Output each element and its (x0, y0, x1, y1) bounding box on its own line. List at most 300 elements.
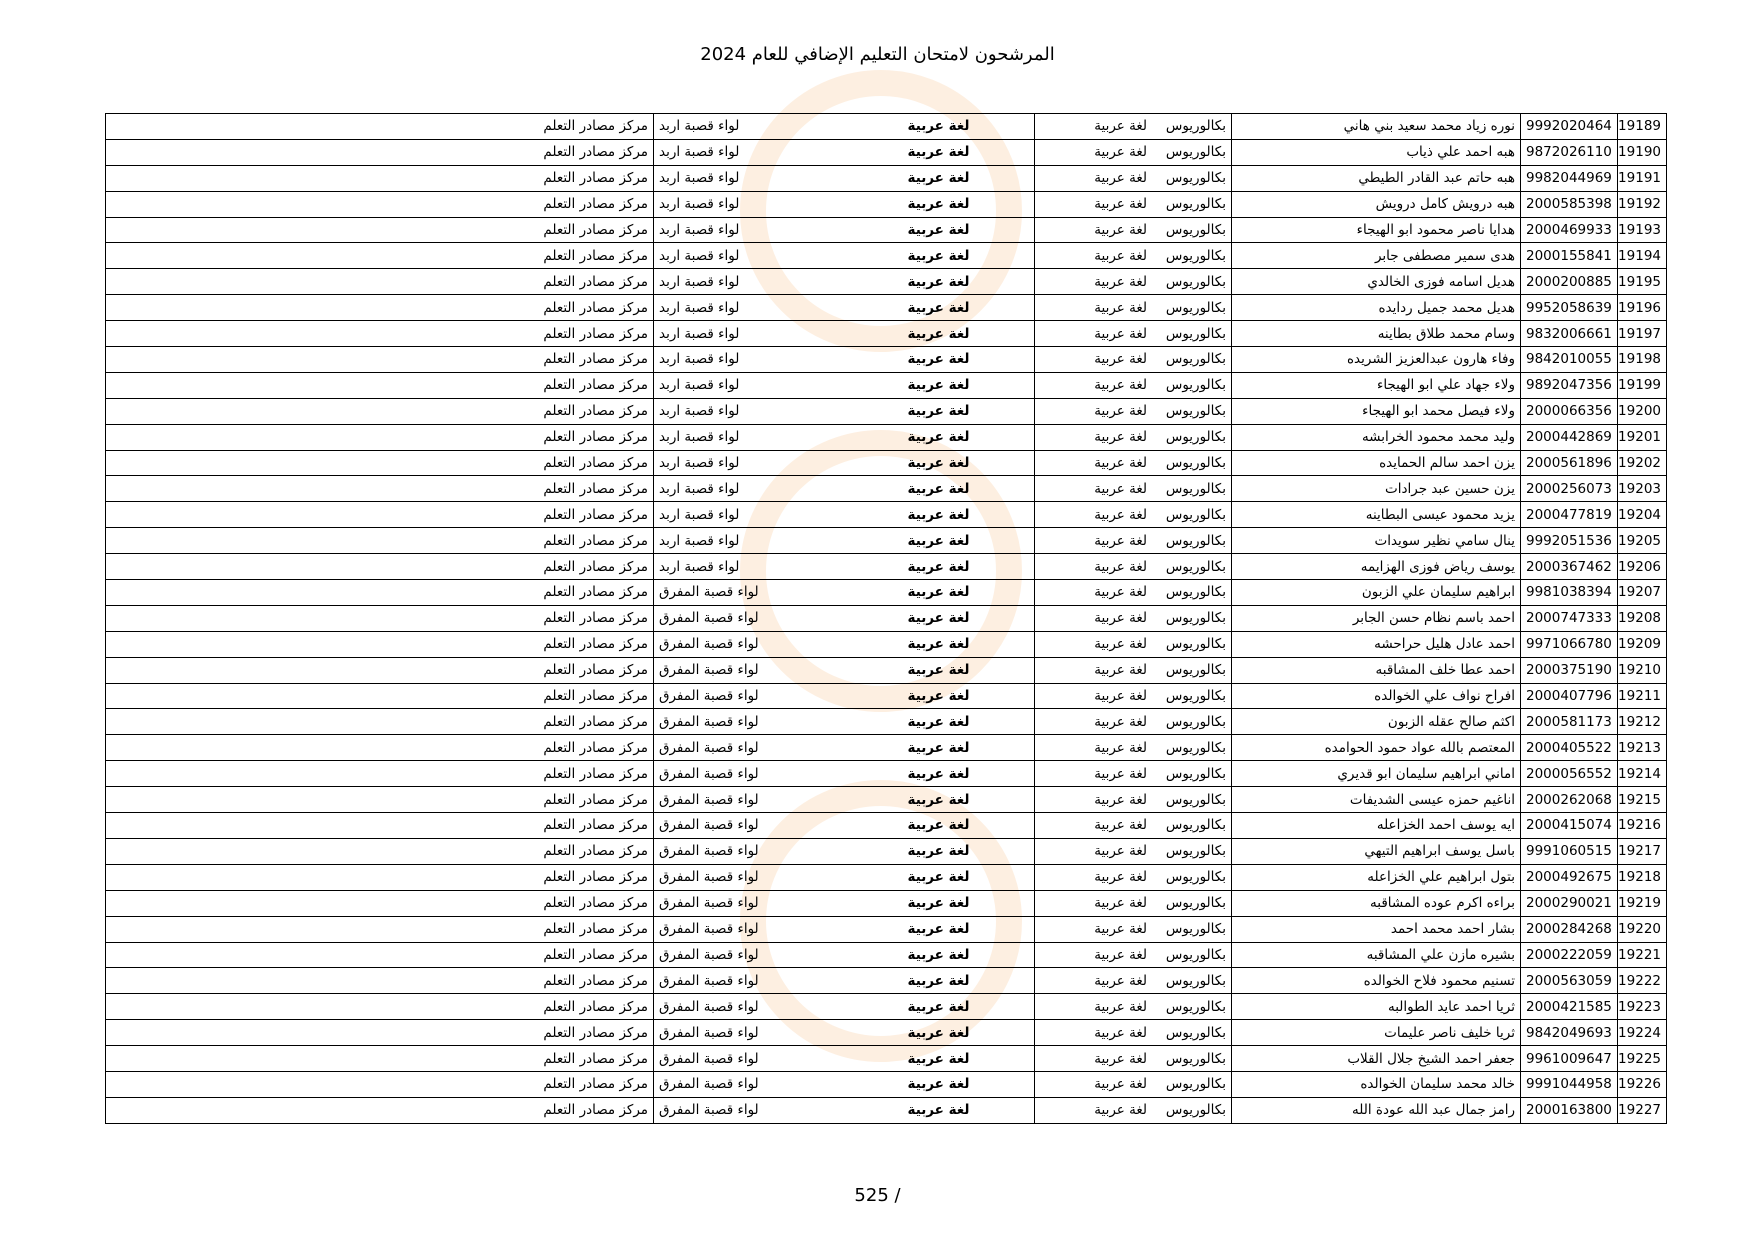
specialization-cell: لغة عربية (843, 657, 1035, 683)
specialization-cell: لغة عربية (843, 916, 1035, 942)
district-cell: لواء قصبة اربد (654, 502, 844, 528)
candidate-name-cell: باسل يوسف ابراهيم التيهي (1232, 838, 1521, 864)
specialization-cell: لغة عربية (843, 890, 1035, 916)
seat-number-cell: 19198 (1618, 347, 1667, 373)
candidate-name-cell: وفاء هارون عبدالعزيز الشريده (1232, 347, 1521, 373)
exam-center-cell: مركز مصادر التعلم (106, 761, 654, 787)
seat-number-cell: 19195 (1618, 269, 1667, 295)
seat-number-cell: 19220 (1618, 916, 1667, 942)
table-row (106, 502, 1667, 528)
district-cell: لواء قصبة اربد (654, 114, 844, 140)
district-cell: لواء قصبة المفرق (654, 916, 844, 942)
certificate-cell: بكالوريوس (1152, 994, 1232, 1020)
certificate-cell: بكالوريوس (1152, 605, 1232, 631)
table-row (106, 269, 1667, 295)
national-id-cell: 9991060515 (1521, 838, 1618, 864)
exam-center-cell: مركز مصادر التعلم (106, 502, 654, 528)
specialization-cell: لغة عربية (843, 735, 1035, 761)
certificate-cell: بكالوريوس (1152, 968, 1232, 994)
candidate-name-cell: ولاء جهاد علي ابو الهيجاء (1232, 372, 1521, 398)
table-row (106, 942, 1667, 968)
candidate-name-cell: ايه يوسف احمد الخزاعله (1232, 813, 1521, 839)
table-row (106, 295, 1667, 321)
district-cell: لواء قصبة المفرق (654, 709, 844, 735)
district-cell: لواء قصبة اربد (654, 321, 844, 347)
table-row (106, 916, 1667, 942)
exam-center-cell: مركز مصادر التعلم (106, 191, 654, 217)
specialization-cell: لغة عربية (843, 528, 1035, 554)
national-id-cell: 9842049693 (1521, 1020, 1618, 1046)
seat-number-cell: 19224 (1618, 1020, 1667, 1046)
candidate-name-cell: احمد باسم نظام حسن الجابر (1232, 605, 1521, 631)
exam-center-cell: مركز مصادر التعلم (106, 217, 654, 243)
table-row (106, 1020, 1667, 1046)
national-id-cell: 2000200885 (1521, 269, 1618, 295)
table-row (106, 114, 1667, 140)
branch-cell: لغة عربية (1035, 1046, 1153, 1072)
branch-cell: لغة عربية (1035, 942, 1153, 968)
branch-cell: لغة عربية (1035, 139, 1153, 165)
seat-number-cell: 19204 (1618, 502, 1667, 528)
national-id-cell: 2000407796 (1521, 683, 1618, 709)
seat-number-cell: 19205 (1618, 528, 1667, 554)
exam-center-cell: مركز مصادر التعلم (106, 114, 654, 140)
branch-cell: لغة عربية (1035, 683, 1153, 709)
certificate-cell: بكالوريوس (1152, 1046, 1232, 1072)
national-id-cell: 9992020464 (1521, 114, 1618, 140)
certificate-cell: بكالوريوس (1152, 191, 1232, 217)
candidate-name-cell: ابراهيم سليمان علي الزبون (1232, 580, 1521, 606)
seat-number-cell: 19196 (1618, 295, 1667, 321)
certificate-cell: بكالوريوس (1152, 450, 1232, 476)
seat-number-cell: 19209 (1618, 631, 1667, 657)
district-cell: لواء قصبة المفرق (654, 838, 844, 864)
exam-center-cell: مركز مصادر التعلم (106, 890, 654, 916)
district-cell: لواء قصبة المفرق (654, 1020, 844, 1046)
exam-center-cell: مركز مصادر التعلم (106, 528, 654, 554)
branch-cell: لغة عربية (1035, 631, 1153, 657)
candidate-name-cell: خالد محمد سليمان الخوالده (1232, 1071, 1521, 1097)
district-cell: لواء قصبة المفرق (654, 580, 844, 606)
national-id-cell: 2000405522 (1521, 735, 1618, 761)
seat-number-cell: 19223 (1618, 994, 1667, 1020)
district-cell: لواء قصبة المفرق (654, 968, 844, 994)
seat-number-cell: 19197 (1618, 321, 1667, 347)
certificate-cell: بكالوريوس (1152, 321, 1232, 347)
exam-center-cell: مركز مصادر التعلم (106, 139, 654, 165)
branch-cell: لغة عربية (1035, 838, 1153, 864)
specialization-cell: لغة عربية (843, 347, 1035, 373)
candidate-name-cell: جعفر احمد الشيخ جلال القلاب (1232, 1046, 1521, 1072)
branch-cell: لغة عربية (1035, 502, 1153, 528)
branch-cell: لغة عربية (1035, 657, 1153, 683)
district-cell: لواء قصبة المفرق (654, 1097, 844, 1123)
certificate-cell: بكالوريوس (1152, 139, 1232, 165)
certificate-cell: بكالوريوس (1152, 761, 1232, 787)
exam-center-cell: مركز مصادر التعلم (106, 554, 654, 580)
candidate-name-cell: بشار احمد محمد احمد (1232, 916, 1521, 942)
certificate-cell: بكالوريوس (1152, 424, 1232, 450)
certificate-cell: بكالوريوس (1152, 580, 1232, 606)
national-id-cell: 2000442869 (1521, 424, 1618, 450)
table-row (106, 554, 1667, 580)
seat-number-cell: 19192 (1618, 191, 1667, 217)
seat-number-cell: 19193 (1618, 217, 1667, 243)
exam-center-cell: مركز مصادر التعلم (106, 424, 654, 450)
seat-number-cell: 19201 (1618, 424, 1667, 450)
national-id-cell: 2000066356 (1521, 398, 1618, 424)
national-id-cell: 2000262068 (1521, 787, 1618, 813)
exam-center-cell: مركز مصادر التعلم (106, 787, 654, 813)
specialization-cell: لغة عربية (843, 813, 1035, 839)
branch-cell: لغة عربية (1035, 605, 1153, 631)
certificate-cell: بكالوريوس (1152, 813, 1232, 839)
district-cell: لواء قصبة اربد (654, 476, 844, 502)
district-cell: لواء قصبة اربد (654, 554, 844, 580)
national-id-cell: 2000477819 (1521, 502, 1618, 528)
certificate-cell: بكالوريوس (1152, 165, 1232, 191)
table-row (106, 321, 1667, 347)
national-id-cell: 9991044958 (1521, 1071, 1618, 1097)
exam-center-cell: مركز مصادر التعلم (106, 580, 654, 606)
national-id-cell: 2000585398 (1521, 191, 1618, 217)
certificate-cell: بكالوريوس (1152, 709, 1232, 735)
table-row (106, 139, 1667, 165)
national-id-cell: 9892047356 (1521, 372, 1618, 398)
candidate-name-cell: تسنيم محمود فلاح الخوالده (1232, 968, 1521, 994)
certificate-cell: بكالوريوس (1152, 657, 1232, 683)
national-id-cell: 2000563059 (1521, 968, 1618, 994)
table-row (106, 864, 1667, 890)
district-cell: لواء قصبة المفرق (654, 890, 844, 916)
national-id-cell: 2000367462 (1521, 554, 1618, 580)
certificate-cell: بكالوريوس (1152, 1071, 1232, 1097)
district-cell: لواء قصبة اربد (654, 398, 844, 424)
district-cell: لواء قصبة اربد (654, 191, 844, 217)
certificate-cell: بكالوريوس (1152, 295, 1232, 321)
national-id-cell: 9981038394 (1521, 580, 1618, 606)
table-row (106, 424, 1667, 450)
specialization-cell: لغة عربية (843, 761, 1035, 787)
candidate-name-cell: هدى سمير مصطفى جابر (1232, 243, 1521, 269)
district-cell: لواء قصبة اربد (654, 243, 844, 269)
seat-number-cell: 19199 (1618, 372, 1667, 398)
seat-number-cell: 19207 (1618, 580, 1667, 606)
district-cell: لواء قصبة المفرق (654, 735, 844, 761)
table-row (106, 709, 1667, 735)
district-cell: لواء قصبة المفرق (654, 1046, 844, 1072)
specialization-cell: لغة عربية (843, 191, 1035, 217)
seat-number-cell: 19203 (1618, 476, 1667, 502)
district-cell: لواء قصبة اربد (654, 217, 844, 243)
district-cell: لواء قصبة اربد (654, 269, 844, 295)
branch-cell: لغة عربية (1035, 321, 1153, 347)
candidate-name-cell: ولاء فيصل محمد ابو الهيجاء (1232, 398, 1521, 424)
exam-center-cell: مركز مصادر التعلم (106, 631, 654, 657)
national-id-cell: 2000421585 (1521, 994, 1618, 1020)
certificate-cell: بكالوريوس (1152, 372, 1232, 398)
table-row (106, 217, 1667, 243)
branch-cell: لغة عربية (1035, 191, 1153, 217)
specialization-cell: لغة عربية (843, 450, 1035, 476)
specialization-cell: لغة عربية (843, 321, 1035, 347)
district-cell: لواء قصبة المفرق (654, 683, 844, 709)
certificate-cell: بكالوريوس (1152, 476, 1232, 502)
candidate-name-cell: اناغيم حمزه عيسى الشديفات (1232, 787, 1521, 813)
branch-cell: لغة عربية (1035, 347, 1153, 373)
branch-cell: لغة عربية (1035, 761, 1153, 787)
exam-center-cell: مركز مصادر التعلم (106, 942, 654, 968)
table-row (106, 968, 1667, 994)
branch-cell: لغة عربية (1035, 994, 1153, 1020)
specialization-cell: لغة عربية (843, 942, 1035, 968)
certificate-cell: بكالوريوس (1152, 838, 1232, 864)
seat-number-cell: 19210 (1618, 657, 1667, 683)
candidate-name-cell: هبه حاتم عبد القادر الطيطي (1232, 165, 1521, 191)
certificate-cell: بكالوريوس (1152, 787, 1232, 813)
branch-cell: لغة عربية (1035, 269, 1153, 295)
table-row (106, 657, 1667, 683)
seat-number-cell: 19216 (1618, 813, 1667, 839)
table-row (106, 398, 1667, 424)
specialization-cell: لغة عربية (843, 424, 1035, 450)
national-id-cell: 2000492675 (1521, 864, 1618, 890)
branch-cell: لغة عربية (1035, 114, 1153, 140)
table-row (106, 450, 1667, 476)
exam-center-cell: مركز مصادر التعلم (106, 683, 654, 709)
candidate-name-cell: ينال سامي نظير سويدات (1232, 528, 1521, 554)
table-row (106, 994, 1667, 1020)
branch-cell: لغة عربية (1035, 450, 1153, 476)
candidate-name-cell: اماني ابراهيم سليمان ابو قديري (1232, 761, 1521, 787)
candidate-name-cell: رامز جمال عبد الله عودة الله (1232, 1097, 1521, 1123)
table-row (106, 1097, 1667, 1123)
table-row (106, 1071, 1667, 1097)
district-cell: لواء قصبة المفرق (654, 631, 844, 657)
exam-center-cell: مركز مصادر التعلم (106, 398, 654, 424)
exam-center-cell: مركز مصادر التعلم (106, 968, 654, 994)
candidate-name-cell: افراح نواف علي الخوالده (1232, 683, 1521, 709)
certificate-cell: بكالوريوس (1152, 942, 1232, 968)
district-cell: لواء قصبة اربد (654, 165, 844, 191)
certificate-cell: بكالوريوس (1152, 347, 1232, 373)
candidate-name-cell: وسام محمد طلاق بطاينه (1232, 321, 1521, 347)
certificate-cell: بكالوريوس (1152, 735, 1232, 761)
certificate-cell: بكالوريوس (1152, 114, 1232, 140)
candidates-table (105, 113, 1667, 1124)
national-id-cell: 2000290021 (1521, 890, 1618, 916)
table-row (106, 787, 1667, 813)
exam-center-cell: مركز مصادر التعلم (106, 657, 654, 683)
table-row (106, 1046, 1667, 1072)
specialization-cell: لغة عربية (843, 476, 1035, 502)
exam-center-cell: مركز مصادر التعلم (106, 864, 654, 890)
branch-cell: لغة عربية (1035, 813, 1153, 839)
seat-number-cell: 19212 (1618, 709, 1667, 735)
national-id-cell: 2000056552 (1521, 761, 1618, 787)
certificate-cell: بكالوريوس (1152, 398, 1232, 424)
table-row (106, 347, 1667, 373)
exam-center-cell: مركز مصادر التعلم (106, 347, 654, 373)
national-id-cell: 9872026110 (1521, 139, 1618, 165)
candidate-name-cell: يزن حسين عبد جرادات (1232, 476, 1521, 502)
certificate-cell: بكالوريوس (1152, 217, 1232, 243)
district-cell: لواء قصبة المفرق (654, 813, 844, 839)
district-cell: لواء قصبة اربد (654, 372, 844, 398)
seat-number-cell: 19214 (1618, 761, 1667, 787)
specialization-cell: لغة عربية (843, 554, 1035, 580)
table-row (106, 838, 1667, 864)
candidate-name-cell: هبه درويش كامل درويش (1232, 191, 1521, 217)
branch-cell: لغة عربية (1035, 398, 1153, 424)
exam-center-cell: مركز مصادر التعلم (106, 709, 654, 735)
candidate-name-cell: يزن احمد سالم الحمايده (1232, 450, 1521, 476)
seat-number-cell: 19219 (1618, 890, 1667, 916)
exam-center-cell: مركز مصادر التعلم (106, 165, 654, 191)
exam-center-cell: مركز مصادر التعلم (106, 269, 654, 295)
table-row (106, 165, 1667, 191)
certificate-cell: بكالوريوس (1152, 528, 1232, 554)
branch-cell: لغة عربية (1035, 554, 1153, 580)
branch-cell: لغة عربية (1035, 217, 1153, 243)
certificate-cell: بكالوريوس (1152, 631, 1232, 657)
candidate-name-cell: هدايا ناصر محمود ابو الهيجاء (1232, 217, 1521, 243)
national-id-cell: 2000163800 (1521, 1097, 1618, 1123)
table-row (106, 580, 1667, 606)
branch-cell: لغة عربية (1035, 709, 1153, 735)
certificate-cell: بكالوريوس (1152, 890, 1232, 916)
certificate-cell: بكالوريوس (1152, 269, 1232, 295)
exam-center-cell: مركز مصادر التعلم (106, 450, 654, 476)
exam-center-cell: مركز مصادر التعلم (106, 1071, 654, 1097)
seat-number-cell: 19217 (1618, 838, 1667, 864)
certificate-cell: بكالوريوس (1152, 683, 1232, 709)
exam-center-cell: مركز مصادر التعلم (106, 916, 654, 942)
seat-number-cell: 19189 (1618, 114, 1667, 140)
exam-center-cell: مركز مصادر التعلم (106, 605, 654, 631)
exam-center-cell: مركز مصادر التعلم (106, 321, 654, 347)
specialization-cell: لغة عربية (843, 269, 1035, 295)
seat-number-cell: 19225 (1618, 1046, 1667, 1072)
exam-center-cell: مركز مصادر التعلم (106, 735, 654, 761)
candidate-name-cell: احمد عطا خلف المشاقبه (1232, 657, 1521, 683)
certificate-cell: بكالوريوس (1152, 243, 1232, 269)
exam-center-cell: مركز مصادر التعلم (106, 372, 654, 398)
exam-center-cell: مركز مصادر التعلم (106, 1020, 654, 1046)
table-row (106, 890, 1667, 916)
national-id-cell: 2000284268 (1521, 916, 1618, 942)
seat-number-cell: 19213 (1618, 735, 1667, 761)
table-row (106, 631, 1667, 657)
district-cell: لواء قصبة المفرق (654, 942, 844, 968)
branch-cell: لغة عربية (1035, 580, 1153, 606)
candidate-name-cell: نوره زياد محمد سعيد بني هاني (1232, 114, 1521, 140)
exam-center-cell: مركز مصادر التعلم (106, 994, 654, 1020)
specialization-cell: لغة عربية (843, 787, 1035, 813)
specialization-cell: لغة عربية (843, 864, 1035, 890)
specialization-cell: لغة عربية (843, 631, 1035, 657)
table-row (106, 813, 1667, 839)
seat-number-cell: 19208 (1618, 605, 1667, 631)
district-cell: لواء قصبة المفرق (654, 994, 844, 1020)
certificate-cell: بكالوريوس (1152, 864, 1232, 890)
seat-number-cell: 19222 (1618, 968, 1667, 994)
seat-number-cell: 19206 (1618, 554, 1667, 580)
national-id-cell: 2000561896 (1521, 450, 1618, 476)
candidate-name-cell: براءه اكرم عوده المشاقبه (1232, 890, 1521, 916)
seat-number-cell: 19190 (1618, 139, 1667, 165)
page-title: المرشحون لامتحان التعليم الإضافي للعام 2024 (700, 44, 1055, 65)
national-id-cell: 2000415074 (1521, 813, 1618, 839)
candidates-table-body (106, 114, 1667, 1124)
specialization-cell: لغة عربية (843, 709, 1035, 735)
specialization-cell: لغة عربية (843, 838, 1035, 864)
branch-cell: لغة عربية (1035, 476, 1153, 502)
branch-cell: لغة عربية (1035, 243, 1153, 269)
specialization-cell: لغة عربية (843, 502, 1035, 528)
specialization-cell: لغة عربية (843, 295, 1035, 321)
national-id-cell: 2000222059 (1521, 942, 1618, 968)
district-cell: لواء قصبة اربد (654, 139, 844, 165)
branch-cell: لغة عربية (1035, 864, 1153, 890)
specialization-cell: لغة عربية (843, 968, 1035, 994)
certificate-cell: بكالوريوس (1152, 1097, 1232, 1123)
candidate-name-cell: يزيد محمود عيسى البطاينه (1232, 502, 1521, 528)
specialization-cell: لغة عربية (843, 243, 1035, 269)
specialization-cell: لغة عربية (843, 139, 1035, 165)
table-row (106, 191, 1667, 217)
candidate-name-cell: يوسف رياض فوزى الهزايمه (1232, 554, 1521, 580)
national-id-cell: 9982044969 (1521, 165, 1618, 191)
specialization-cell: لغة عربية (843, 580, 1035, 606)
national-id-cell: 2000747333 (1521, 605, 1618, 631)
national-id-cell: 9842010055 (1521, 347, 1618, 373)
seat-number-cell: 19200 (1618, 398, 1667, 424)
candidate-name-cell: احمد عادل هليل حراحشه (1232, 631, 1521, 657)
district-cell: لواء قصبة اربد (654, 347, 844, 373)
exam-center-cell: مركز مصادر التعلم (106, 1097, 654, 1123)
specialization-cell: لغة عربية (843, 217, 1035, 243)
candidate-name-cell: هديل اسامه فوزى الخالدي (1232, 269, 1521, 295)
seat-number-cell: 19221 (1618, 942, 1667, 968)
seat-number-cell: 19218 (1618, 864, 1667, 890)
table-row (106, 683, 1667, 709)
candidate-name-cell: بشيره مازن علي المشاقبه (1232, 942, 1521, 968)
table-row (106, 735, 1667, 761)
national-id-cell: 9961009647 (1521, 1046, 1618, 1072)
candidate-name-cell: هبه احمد علي ذياب (1232, 139, 1521, 165)
district-cell: لواء قصبة اربد (654, 295, 844, 321)
specialization-cell: لغة عربية (843, 398, 1035, 424)
branch-cell: لغة عربية (1035, 424, 1153, 450)
district-cell: لواء قصبة اربد (654, 424, 844, 450)
specialization-cell: لغة عربية (843, 994, 1035, 1020)
table-row (106, 243, 1667, 269)
seat-number-cell: 19194 (1618, 243, 1667, 269)
exam-center-cell: مركز مصادر التعلم (106, 813, 654, 839)
branch-cell: لغة عربية (1035, 372, 1153, 398)
district-cell: لواء قصبة المفرق (654, 657, 844, 683)
exam-center-cell: مركز مصادر التعلم (106, 476, 654, 502)
national-id-cell: 9952058639 (1521, 295, 1618, 321)
national-id-cell: 2000469933 (1521, 217, 1618, 243)
table-row (106, 605, 1667, 631)
candidate-name-cell: المعتصم بالله عواد حمود الحوامده (1232, 735, 1521, 761)
certificate-cell: بكالوريوس (1152, 554, 1232, 580)
candidate-name-cell: ثريا خليف ناصر عليمات (1232, 1020, 1521, 1046)
district-cell: لواء قصبة اربد (654, 450, 844, 476)
branch-cell: لغة عربية (1035, 890, 1153, 916)
